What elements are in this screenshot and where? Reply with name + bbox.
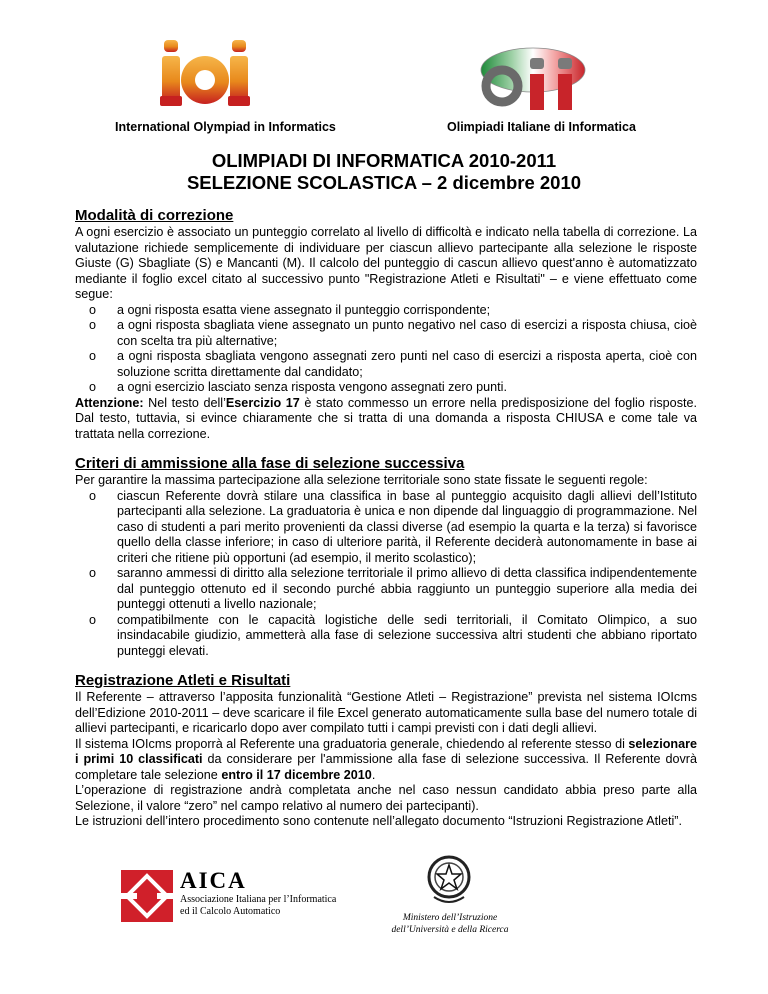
section-heading-registrazione: Registrazione Atleti e Risultati bbox=[75, 672, 291, 689]
title-line-1: OLIMPIADI DI INFORMATICA 2010-2011 bbox=[211, 150, 557, 171]
correzione-list bbox=[75, 303, 697, 396]
aica-name: AICA bbox=[180, 868, 247, 893]
list-item: o compatibilmente con le capacità logistiche delle sedi territoriali, il Comitato Olimpico, a suo insindacabile giudizio, ammetterà alla fase di selezione successiva altri studenti che abbiano riportato punteggi elevati. bbox=[89, 612, 697, 658]
list-item: o a ogni risposta sbagliata vengono assegnati zero punti nel caso di esercizi a risposta aperta, cioè con soluzione scritta direttamente dal candidato; bbox=[89, 349, 697, 379]
caption-ioi: International Olympiad in Informatics bbox=[115, 120, 336, 134]
list-item: o a ogni risposta esatta viene assegnato il punteggio corrispondente; bbox=[89, 302, 491, 317]
attention-note: Attenzione: Nel testo dell’Esercizio 17 è stato commesso un errore nella predisposizione del foglio risposte. Dal testo, tuttavia, si evince chiaramente che si tratta di una domanda a risposta CHIUSA e come tale va trattata nella correzione. bbox=[75, 395, 697, 441]
ioi-logo bbox=[160, 38, 250, 110]
oii-logo bbox=[478, 44, 588, 114]
section-heading-correzione: Modalità di correzione bbox=[75, 207, 234, 224]
criteri-list bbox=[75, 489, 697, 660]
section-heading-criteri: Criteri di ammissione alla fase di selezione successiva bbox=[75, 455, 465, 472]
list-item: o a ogni esercizio lasciato senza risposta vengono assegnati zero punti. bbox=[89, 380, 507, 394]
list-item: o a ogni risposta sbagliata viene assegnato un punto negativo nel caso di esercizi a risposta chiusa, cioè con scelta tra più alternative; bbox=[89, 318, 697, 348]
aica-full-name: Associazione Italiana per l’Informatica ed il Calcolo Automatico bbox=[180, 894, 337, 917]
document-body bbox=[75, 207, 697, 830]
registrazione-para-1: Il Referente – attraverso l’apposita funzionalità “Gestione Atleti – Registrazione” prevista nel sistema IOIcms dell’Edizione 2010-2011 – deve scaricare il file Excel generato automaticamente sulla base del numero totale di allievi partecipanti, e ricaricarlo dopo aver compilato tutti i campi previsti con i dati degli allievi. bbox=[75, 690, 697, 735]
list-item: o ciascun Referente dovrà stilare una classifica in base al punteggio acquisito dagli allievi dell’Istituto partecipanti alla selezione. La graduatoria è unica e non dipende dal linguaggio di programmazione. Nel caso di studenti a pari merito provenienti da classi diverse (ad esempio la quarta e la terza) si favorisce quello della classe inferiore; in caso di ulteriore parità, il Referente deciderà autonomamente in base ai criteri che ritiene più opportuni (ad esempio, il merito scolastico); bbox=[89, 488, 697, 565]
registrazione-para-2: Il sistema IOIcms proporrà al Referente una graduatoria generale, chiedendo al referente stesso di selezionare i primi 10 classificati da considerare per l'ammissione alla fase di selezione successiva. Il Referente dovrà completare tale selezione entro il 17 dicembre 2010. bbox=[75, 736, 697, 782]
ministry-name: Ministero dell’Istruzione dell’Università e della Ricerca bbox=[391, 913, 509, 935]
italian-republic-emblem-icon bbox=[426, 853, 472, 905]
page-title bbox=[0, 150, 768, 194]
section-criteri-intro: Per garantire la massima partecipazione alla selezione territoriale sono state fissate le seguenti regole: bbox=[75, 473, 648, 487]
registrazione-para-4: Le istruzioni dell’intero procedimento sono contenute nell’allegato documento “Istruzioni Registrazione Atleti”. bbox=[75, 814, 682, 828]
caption-oii: Olimpiadi Italiane di Informatica bbox=[447, 120, 636, 134]
section-correzione-intro: A ogni esercizio è associato un punteggio correlato al livello di difficoltà e indicato nella tabella di correzione. La valutazione richiede semplicemente di individuare per ciascun allievo partecipante alla selezione le risposte Giuste (G) Sbagliate (S) e Mancanti (M). Il calcolo del punteggio di cascun allievo quest'anno è automatizzato mediante il foglio excel citato al successivo punto "Registrazione Atleti e Risultati" – e viene effettuato come segue: bbox=[75, 225, 697, 301]
aica-logo-icon bbox=[121, 870, 173, 922]
title-line-2: SELEZIONE SCOLASTICA – 2 dicembre 2010 bbox=[186, 172, 582, 193]
list-item: o saranno ammessi di diritto alla selezione territoriale il primo allievo di detta classifica indipendentemente dal punteggio ottenuto ed il secondo purché abbia raggiunto un punteggio superiore alla media dei punteggi ottenuti a livello nazionale; bbox=[89, 566, 697, 611]
registrazione-para-3: L’operazione di registrazione andrà completata anche nel caso nessun candidato abbia preso parte alla Selezione, il valore “zero” nel campo relativo al numero dei partecipanti). bbox=[75, 783, 697, 813]
